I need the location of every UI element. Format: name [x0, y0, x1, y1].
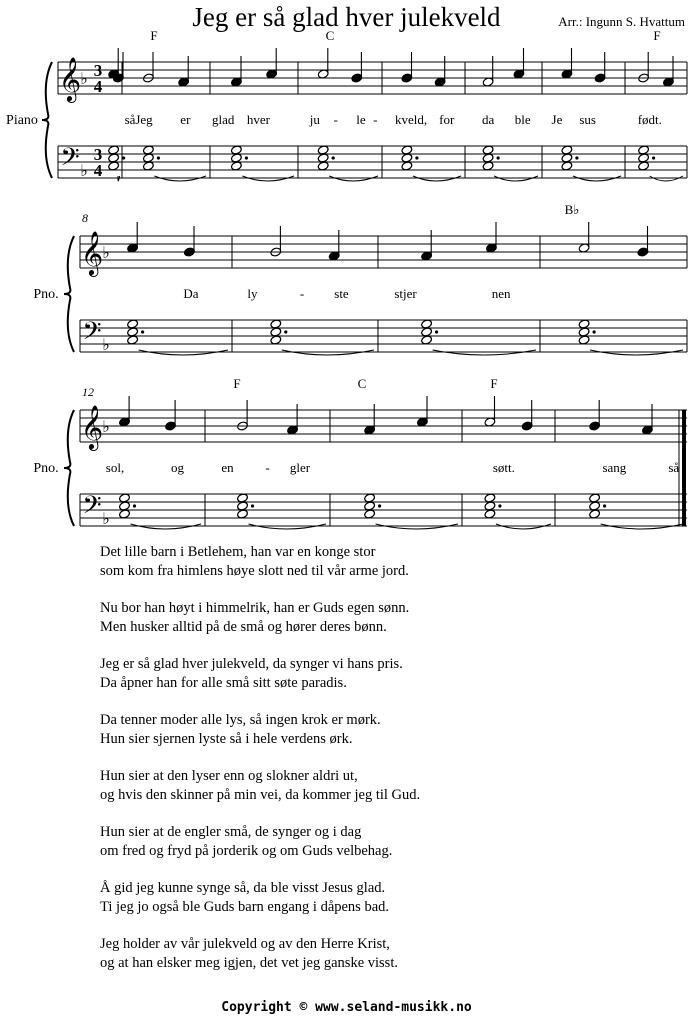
lyric-syllable: Je — [551, 112, 563, 127]
dot-icon — [652, 156, 655, 159]
lyric-syllable: ste — [334, 286, 349, 301]
lyric-syllable: gler — [289, 460, 311, 475]
treble-clef-icon: 𝄞 — [80, 407, 104, 449]
verse — [100, 711, 420, 749]
flat-icon: ♭ — [80, 163, 88, 180]
dot-icon — [141, 330, 144, 333]
time-signature: 3 — [93, 145, 103, 164]
dot-icon — [415, 156, 418, 159]
chord-symbol: F — [490, 376, 498, 391]
lyric-syllable: sus — [579, 112, 596, 127]
verse — [100, 935, 420, 973]
dot-icon — [133, 504, 136, 507]
verse-line: Nu bor han høyt i himmelrik, han er Guds egen sønn. — [100, 600, 410, 616]
chord-symbol: C — [325, 28, 335, 43]
verse — [100, 879, 420, 917]
instrument-label: Pno. — [33, 461, 59, 476]
lyric-syllable: er — [180, 112, 191, 127]
bass-clef-icon: 𝄢 — [60, 144, 80, 177]
lyric-syllable: - — [373, 112, 378, 127]
dot-icon — [593, 330, 596, 333]
chord-symbol: C — [357, 376, 367, 391]
brace-icon — [64, 410, 74, 526]
lyric-syllable: en — [221, 460, 234, 475]
verse-line: Jeg holder av vår julekveld og av den Herre Krist, — [100, 936, 390, 952]
copyright-notice: Copyright © www.seland-musikk.no — [221, 1000, 472, 1015]
dot-icon — [284, 330, 287, 333]
flat-icon: ♭ — [102, 245, 110, 262]
chord-symbol: F — [150, 28, 158, 43]
verse — [100, 767, 420, 805]
treble-clef-icon: 𝄞 — [80, 233, 104, 275]
brace-icon — [64, 236, 74, 352]
lyric-syllable: da — [481, 112, 495, 127]
treble-clef-icon: 𝄞 — [58, 59, 82, 101]
lyric-syllable: Da — [183, 286, 199, 301]
chord-symbol: F — [653, 28, 661, 43]
arranger-credit: Arr.: Ingunn S. Hvattum — [558, 14, 685, 29]
lyric-syllable: sang — [602, 460, 627, 475]
dot-icon — [251, 504, 254, 507]
flat-icon: ♭ — [102, 511, 110, 528]
verse-line: Jeg er så glad hver julekveld, da synger vi hans pris. — [100, 656, 403, 672]
lyric-syllable: kveld, — [394, 112, 428, 127]
lyric-syllable: født. — [637, 112, 662, 127]
verse-line: Hun sier sjernen lyste så i hele verdens ørk. — [100, 731, 353, 747]
lyric-syllable: for — [439, 112, 455, 127]
dot-icon — [122, 156, 125, 159]
verse-line: og hvis den skinner på min vei, da kommer jeg til Gud. — [100, 787, 421, 803]
lyric-syllable: ly — [247, 286, 258, 301]
verse-line: Å gid jeg kunne synge så, da ble visst Jesus glad. — [100, 880, 386, 896]
bass-clef-icon: 𝄢 — [82, 318, 102, 351]
lyric-syllable: - — [265, 460, 270, 475]
verse-line: Da åpner han for alle små sitt søte paradis. — [100, 675, 347, 691]
flat-icon: ♭ — [102, 419, 110, 436]
dot-icon — [497, 156, 500, 159]
chord-symbol: F — [233, 376, 241, 391]
lyric-syllable: sol, — [105, 460, 125, 475]
song-title: Jeg er så glad hver julekveld — [192, 2, 501, 32]
instrument-label: Piano — [6, 113, 38, 128]
tie-icon — [118, 176, 120, 181]
lyric-syllable: glad — [212, 112, 235, 127]
verse-line: Hun sier at de engler små, de synger og i dag — [100, 824, 362, 840]
dot-icon — [498, 504, 501, 507]
brace-icon — [42, 62, 52, 178]
dot-icon — [378, 504, 381, 507]
lyric-syllable: ble — [514, 112, 531, 127]
lyric-syllable: - — [333, 112, 338, 127]
verse-line: Da tenner moder alle lys, så ingen krok er mørk. — [100, 712, 381, 728]
verse — [100, 599, 420, 637]
lyric-syllable: nen — [491, 286, 511, 301]
lyric-syllable: så — [668, 460, 680, 475]
final-barline — [682, 410, 686, 526]
lyric-syllable: le — [356, 112, 366, 127]
time-signature: 3 — [93, 61, 103, 80]
verse-line: Hun sier at den lyser enn og slokner aldri ut, — [100, 768, 358, 784]
dot-icon — [332, 156, 335, 159]
verse-line: som kom fra himlens høye slott ned til vår arme jord. — [100, 563, 409, 579]
dot-icon — [157, 156, 160, 159]
time-signature: 4 — [93, 77, 103, 96]
verse-line: Det lille barn i Betlehem, han var en konge stor — [100, 544, 376, 560]
measure-number: 8 — [82, 211, 88, 225]
lyric-syllable: - — [299, 286, 305, 301]
lyric-syllable: stjer — [394, 286, 417, 301]
flat-icon: ♭ — [102, 337, 110, 354]
verses-block — [100, 543, 420, 991]
bass-clef-icon: 𝄢 — [82, 492, 102, 525]
time-signature: 4 — [93, 161, 103, 180]
dot-icon — [245, 156, 248, 159]
instrument-label: Pno. — [33, 287, 59, 302]
verse — [100, 543, 420, 581]
lyric-syllable: Jeg — [135, 112, 153, 127]
verse — [100, 823, 420, 861]
dot-icon — [435, 330, 438, 333]
dot-icon — [603, 504, 606, 507]
verse — [100, 655, 420, 693]
lyric-syllable: hver — [246, 112, 270, 127]
verse-line: Men husker alltid på de små og hører deres bønn. — [100, 619, 387, 635]
verse-line: og at han elsker meg igjen, det vet jeg ganske visst. — [100, 955, 398, 971]
lyric-syllable: og — [171, 460, 184, 475]
lyric-syllable: ju — [309, 112, 320, 127]
measure-number: 12 — [82, 385, 94, 399]
lyric-syllable: så — [124, 112, 136, 127]
lyric-syllable: søtt. — [492, 460, 515, 475]
verse-line: Ti jeg jo også ble Guds barn engang i dåpens bad. — [100, 899, 390, 915]
dot-icon — [575, 156, 578, 159]
verse-line: om fred og fryd på jorderik og om Guds velbehag. — [100, 843, 393, 859]
flat-icon: ♭ — [80, 71, 88, 88]
chord-symbol: B♭ — [564, 202, 580, 217]
